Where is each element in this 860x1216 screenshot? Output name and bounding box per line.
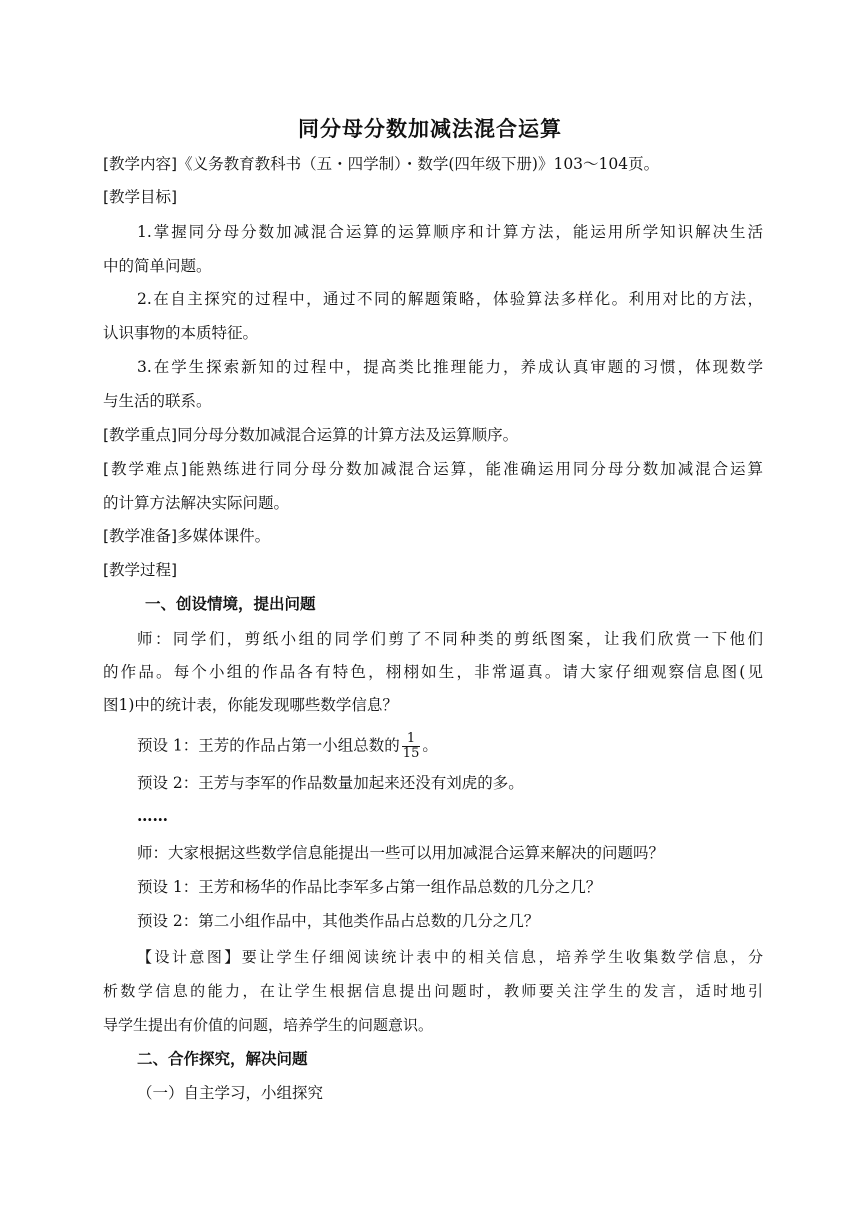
preset-3: 预设 1：王芳和杨华的作品比李军多占第一组作品总数的几分之几？ — [137, 878, 602, 896]
preset-2: 预设 2：王芳与李军的作品数量加起来还没有刘虎的多。 — [137, 774, 524, 792]
design-intent-line-1: 【设计意图】要让学生仔细阅读统计表中的相关信息，培养学生收集数学信息，分 — [137, 948, 763, 966]
teacher-2: 师：大家根据这些数学信息能提出一些可以用加减混合运算来解决的问题吗？ — [137, 844, 665, 862]
section-2-heading: 二、合作探究，解决问题 — [137, 1050, 308, 1068]
teacher-1-line-1: 师：同学们，剪纸小组的同学们剪了不同种类的剪纸图案，让我们欣赏一下他们 — [137, 630, 763, 648]
design-intent-line-3: 导学生提出有价值的问题，培养学生的问题意识。 — [103, 1016, 434, 1034]
teaching-content-label: [教学内容] — [103, 155, 178, 173]
preset-4: 预设 2：第二小组作品中，其他类作品占总数的几分之几？ — [137, 912, 540, 930]
design-intent-line-2: 析数学信息的能力，在让学生根据信息提出问题时，教师要关注学生的发言，适时地引 — [103, 982, 763, 1000]
section-1-heading: 一、创设情境，提出问题 — [145, 595, 316, 613]
preset-1-end: 。 — [422, 736, 438, 755]
teaching-goals-label: [教学目标] — [103, 188, 178, 206]
goal-2-line-1: 2.在自主探究的过程中，通过不同的解题策略，体验算法多样化。利用对比的方法， — [137, 290, 763, 308]
teacher-1-line-3: 图1)中的统计表，你能发现哪些数学信息？ — [103, 696, 398, 714]
page-title: 同分母分数加减法混合运算 — [298, 117, 562, 141]
key-point-text: 同分母分数加减混合运算的计算方法及运算顺序。 — [177, 426, 519, 444]
difficulty-line-2: 的计算方法解决实际问题。 — [103, 494, 290, 512]
subsection-1-heading: （一）自主学习，小组探究 — [137, 1084, 324, 1102]
difficulty-text-1: 能熟练进行同分母分数加减混合运算，能准确运用同分母分数加减混合运算 — [186, 460, 763, 478]
goal-3-line-1: 3.在学生探索新知的过程中，提高类比推理能力，养成认真审题的习惯，体现数学 — [137, 358, 763, 376]
preparation-text: 多媒体课件。 — [177, 527, 271, 545]
goal-1-line-1: 1.掌握同分母分数加减混合运算的运算顺序和计算方法，能运用所学知识解决生活 — [137, 223, 763, 241]
teaching-content — [103, 153, 763, 175]
difficulty-line-1 — [103, 458, 763, 480]
preparation — [103, 525, 763, 547]
process-label: [教学过程] — [103, 561, 178, 579]
ellipsis: …… — [137, 806, 168, 825]
goal-2-line-2: 认识事物的本质特征。 — [103, 324, 259, 342]
preparation-label: [教学准备] — [103, 527, 178, 545]
goal-3-line-2: 与生活的联系。 — [103, 392, 212, 410]
teacher-1-line-2: 的作品。每个小组的作品各有特色，栩栩如生，非常逼真。请大家仔细观察信息图(见 — [103, 663, 763, 681]
fraction-denominator: 15 — [402, 746, 420, 761]
key-point — [103, 424, 763, 446]
key-point-label: [教学重点] — [103, 426, 178, 444]
fraction-numerator: 1 — [406, 731, 416, 746]
goal-1-line-2: 中的简单问题。 — [103, 257, 212, 275]
preset-1 — [137, 732, 763, 761]
teaching-content-text: 《义务教育教科书（五・四学制）・数学(四年级下册)》103～104页。 — [177, 155, 660, 173]
difficulty-label: [教学难点] — [103, 460, 187, 478]
preset-1-text: 预设 1：王芳的作品占第一小组总数的 — [137, 736, 400, 755]
fraction — [402, 732, 421, 761]
